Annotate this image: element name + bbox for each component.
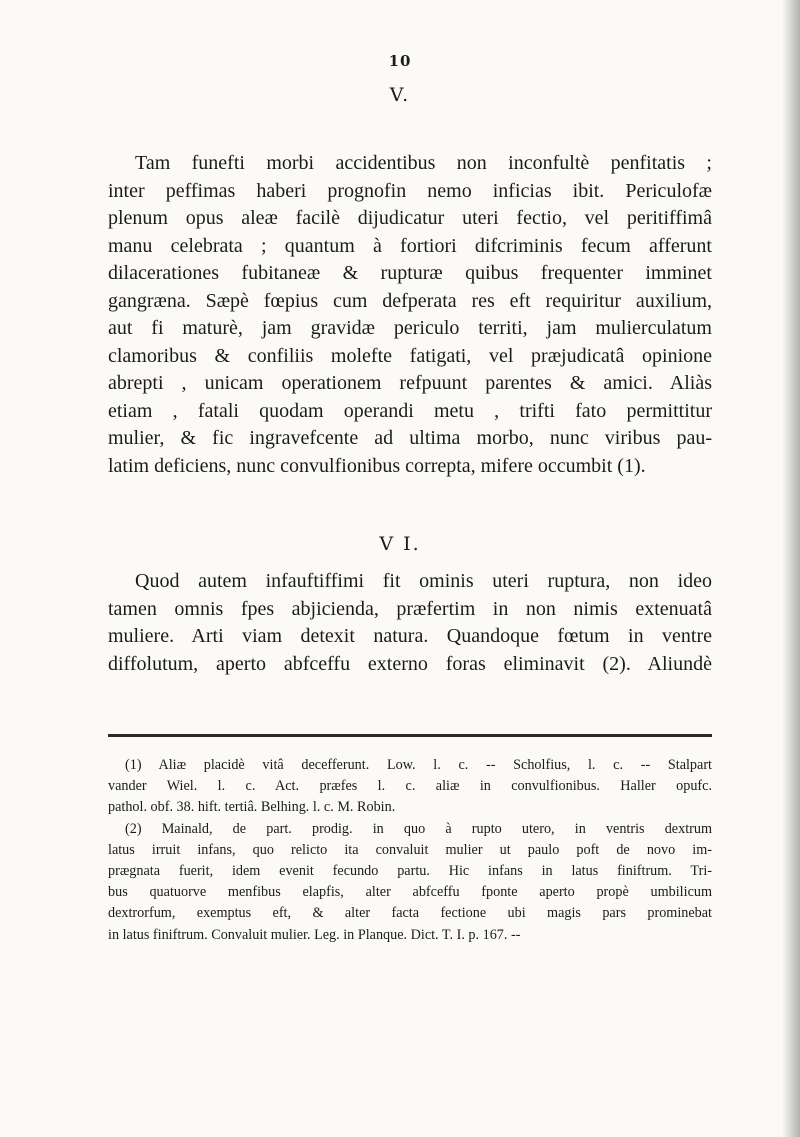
text-line: clamoribus & confiliis molefte fatigati, vel præjudicatâ opinione <box>108 344 712 367</box>
footnote-line: (1) Aliæ placidè vitâ decefferunt. Low. l. c. -- Scholfius, l. c. -- Stalpart <box>125 757 712 773</box>
footnote-line: vander Wiel. l. c. Act. præfes l. c. aliæ in convulfionibus. Haller opufc. <box>108 778 712 795</box>
page-number: 10 <box>388 52 412 70</box>
text-line: mulier, & fic ingravefcente ad ultima morbo, nunc viribus pau- <box>108 427 712 449</box>
text-line: diffolutum, aperto abfceffu externo foras eliminavit (2). Aliundè <box>108 652 712 675</box>
text-line: Quod autem infauftiffimi fit ominis uteri ruptura, non ideo <box>135 570 712 592</box>
text-line: Tam funefti morbi accidentibus non inconfultè penfitatis ; <box>135 152 712 174</box>
text-line: abrepti , unicam operationem refpuunt parentes & amici. Aliàs <box>108 372 712 394</box>
footnote-1 <box>108 755 712 819</box>
section-heading-vi: V I. <box>379 533 421 555</box>
text-line: latim deficiens, nunc convulfionibus correpta, mifere occumbit (1). <box>108 454 646 477</box>
footnote-line: prægnata fuerit, idem evenit fecundo partu. Hic infans in latus finiftrum. Tri- <box>108 863 712 880</box>
footnote-line: dextrorfum, exemptus eft, & alter facta fectione ubi magis pars prominebat <box>108 905 712 922</box>
text-line: manu celebrata ; quantum à fortiori difcriminis fecum afferunt <box>108 234 712 257</box>
footnote-line: (2) Mainald, de part. prodig. in quo à rupto utero, in ventris dextrum <box>125 820 712 837</box>
section-v-paragraph <box>108 150 712 480</box>
page-edge-shadow <box>782 0 800 1137</box>
text-line: tamen omnis fpes abjicienda, præfertim in non nimis extenuatâ <box>108 597 712 620</box>
section-vi-paragraph <box>108 568 712 678</box>
text-line: inter peffimas haberi prognofin nemo inficias ibit. Periculofæ <box>108 179 712 202</box>
footnotes <box>108 755 712 946</box>
footnote-line: in latus finiftrum. Convaluit mulier. Leg. in Planque. Dict. T. I. p. 167. -- <box>108 926 521 943</box>
text-line: aut fi maturè, jam gravidæ periculo territi, jam mulierculatum <box>108 317 712 339</box>
footnote-divider <box>108 734 712 737</box>
footnote-line: pathol. obf. 38. hift. tertiâ. Belhing. l. c. M. Robin. <box>108 799 396 816</box>
footnote-2 <box>108 819 712 946</box>
text-line: gangræna. Sæpè fœpius cum defperata res eft requiritur auxilium, <box>108 289 712 312</box>
footnote-line: latus irruit infans, quo relicto ita convaluit mulier ut paulo poft de novo im- <box>108 841 712 858</box>
text-line: plenum opus aleæ facilè dijudicatur uteri fectio, vel peritiffimâ <box>108 207 712 229</box>
text-line: etiam , fatali quodam operandi metu , trifti fato permittitur <box>108 399 712 422</box>
text-line: muliere. Arti viam detexit natura. Quandoque fœtum in ventre <box>108 625 712 647</box>
section-heading-v: V. <box>389 84 411 106</box>
text-line: dilacerationes fubitaneæ & rupturæ quibus frequenter imminet <box>108 262 712 284</box>
footnote-line: bus quatuorve menfibus elapfis, alter abfceffu fponte aperto propè umbilicum <box>108 884 712 901</box>
